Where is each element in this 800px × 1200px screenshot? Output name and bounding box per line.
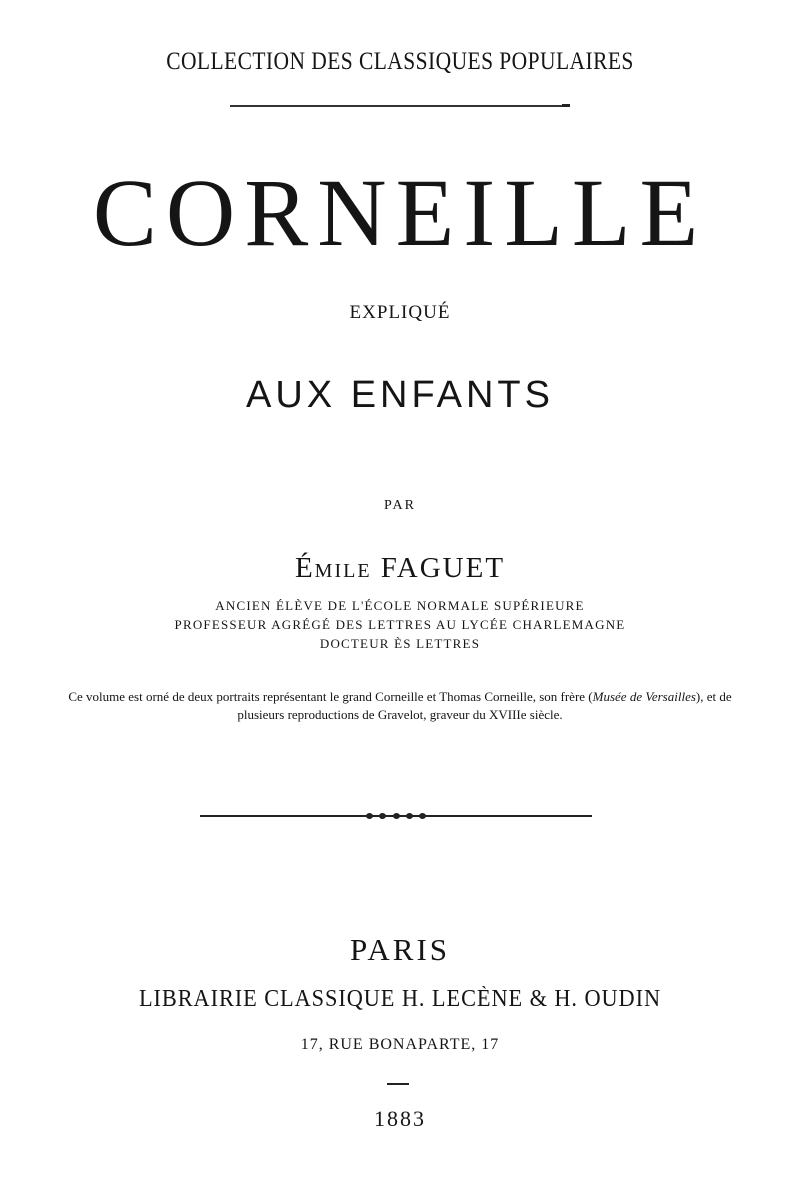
ornament-dot: [406, 813, 413, 819]
ornament-dot: [393, 813, 400, 819]
imprint-city: PARIS: [349, 932, 451, 967]
ornament-dot: [379, 813, 386, 819]
book-title: CORNEILLE: [92, 159, 708, 266]
note-text-italic: Musée de Versailles: [592, 689, 696, 704]
illustration-note: [55, 688, 745, 724]
imprint-address: 17, RUE BONAPARTE, 17: [300, 1036, 500, 1053]
series-name: COLLECTION DES CLASSIQUES POPULAIRES: [166, 48, 634, 75]
author-credentials: [0, 596, 800, 653]
credential-line: PROFESSEUR AGRÉGÉ DES LETTRES AU LYCÉE CHARLEMAGNE: [174, 617, 626, 632]
author-first-name: Émile: [294, 552, 372, 584]
author-last-name: FAGUET: [380, 552, 506, 584]
note-text-end: ), et de plusieurs reproductions de Gravelot, graveur du XVIIIe siècle.: [237, 689, 732, 722]
note-text-start: Ce volume est orné de deux portraits représentant le grand Corneille et Thomas Corneille, son frère (: [68, 689, 593, 704]
credential-line: ANCIEN ÉLÈVE DE L'ÉCOLE NORMALE SUPÉRIEURE: [215, 598, 585, 613]
subtitle-line-2: AUX ENFANTS: [246, 374, 554, 416]
author-name: [0, 552, 800, 585]
ornament-dots: [366, 811, 426, 821]
credential-line: DOCTEUR ÈS LETTRES: [319, 636, 481, 651]
subtitle-line-1: EXPLIQUÉ: [349, 302, 451, 323]
ornament-dot: [366, 813, 373, 819]
imprint-year: 1883: [374, 1106, 426, 1131]
imprint-publisher: LIBRAIRIE CLASSIQUE H. LECÈNE & H. OUDIN: [138, 986, 661, 1012]
top-rule: [230, 105, 566, 107]
imprint-dash: [387, 1083, 409, 1085]
by-label: PAR: [384, 498, 416, 513]
ornament-dot: [419, 813, 426, 819]
